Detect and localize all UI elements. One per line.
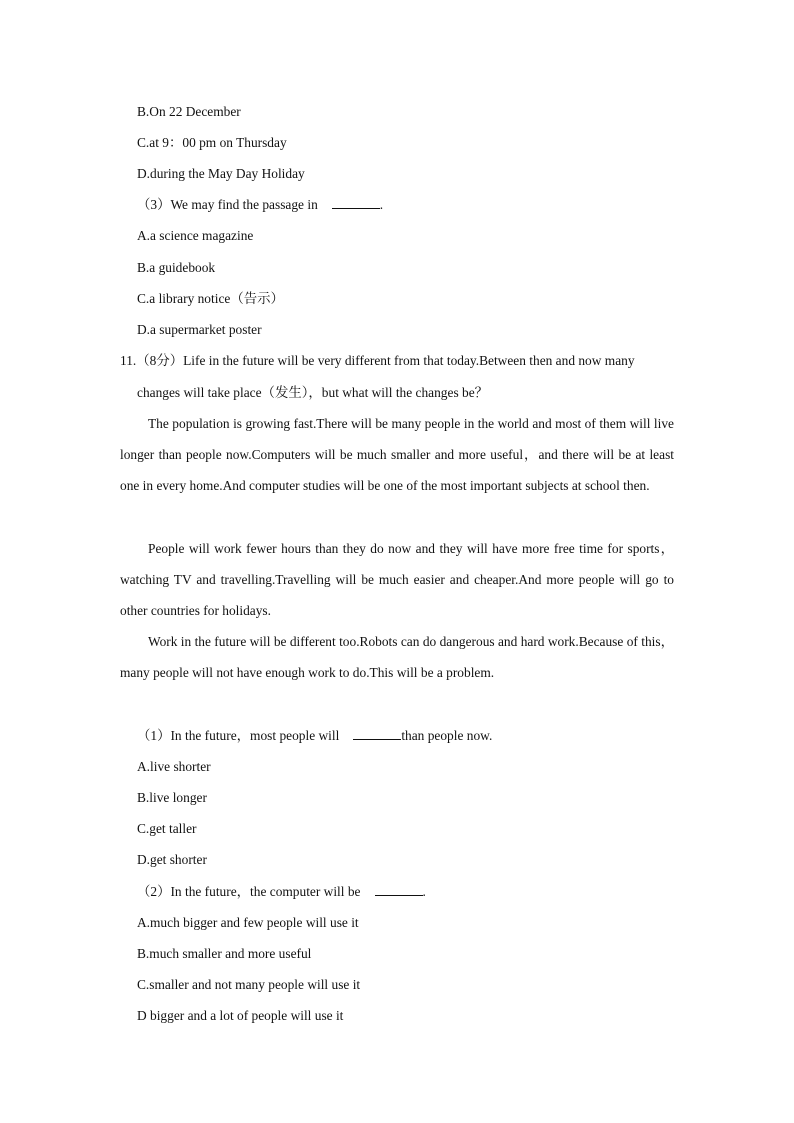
q11-passage-paragraph-3: Work in the future will be different too.Robots can do dangerous and hard work.Because of this，many people will not have enough work to do.This will be a problem. — [120, 634, 674, 681]
q11-sub2-option-c: C.smaller and not many people will use it — [137, 977, 361, 992]
q10-sub3-prompt: （3）We may find the passage in — [137, 197, 318, 212]
q10-option-d: D.during the May Day Holiday — [137, 166, 305, 181]
q11-sub1-option-a: A.live shorter — [137, 759, 211, 774]
q11-sub1-question — [137, 727, 492, 745]
q11-sub2-prompt: （2）In the future，the computer will be — [137, 884, 361, 899]
q11-sub2-end: . — [422, 884, 426, 899]
q10-sub3-option-b: B.a guidebook — [137, 260, 216, 275]
q11-sub2-question — [137, 883, 426, 901]
q10-option-b: B.On 22 December — [137, 104, 241, 119]
q10-option-c: C.at 9：00 pm on Thursday — [137, 135, 287, 150]
q10-sub3-option-c: C.a library notice（告示） — [137, 291, 284, 306]
answer-blank — [353, 727, 401, 740]
q11-heading: 11.（8分）Life in the future will be very different from that today.Between then and now many — [120, 353, 635, 368]
q10-sub3-question — [137, 196, 383, 214]
q11-sub1-option-c: C.get taller — [137, 821, 197, 836]
q11-passage-paragraph-2: People will work fewer hours than they do now and they will have more free time for sports，watching TV and travelling.Travelling will be much easier and cheaper.And more people will go to other countries for holidays. — [120, 541, 674, 619]
q11-heading-continued: changes will take place（发生），but what will the changes be？ — [137, 385, 489, 400]
q11-sub1-option-d: D.get shorter — [137, 852, 207, 867]
q10-sub3-option-a: A.a science magazine — [137, 228, 254, 243]
q11-sub2-option-b: B.much smaller and more useful — [137, 946, 312, 961]
q11-sub2-option-a: A.much bigger and few people will use it — [137, 915, 359, 930]
q11-sub1-after: than people now. — [401, 728, 493, 743]
answer-blank — [375, 883, 423, 896]
q11-sub1-option-b: B.live longer — [137, 790, 207, 805]
q10-sub3-option-d: D.a supermarket poster — [137, 322, 262, 337]
q11-sub2-option-d: D bigger and a lot of people will use it — [137, 1008, 344, 1023]
q10-sub3-end: . — [379, 197, 384, 212]
q11-sub1-prompt: （1）In the future，most people will — [137, 728, 340, 743]
answer-blank — [332, 196, 380, 209]
q11-passage-paragraph-1: The population is growing fast.There will be many people in the world and most of them will live longer than people now.Computers will be much smaller and more useful，and there will be at least one in every home.And computer studies will be one of the most important subjects at school then. — [120, 416, 674, 494]
